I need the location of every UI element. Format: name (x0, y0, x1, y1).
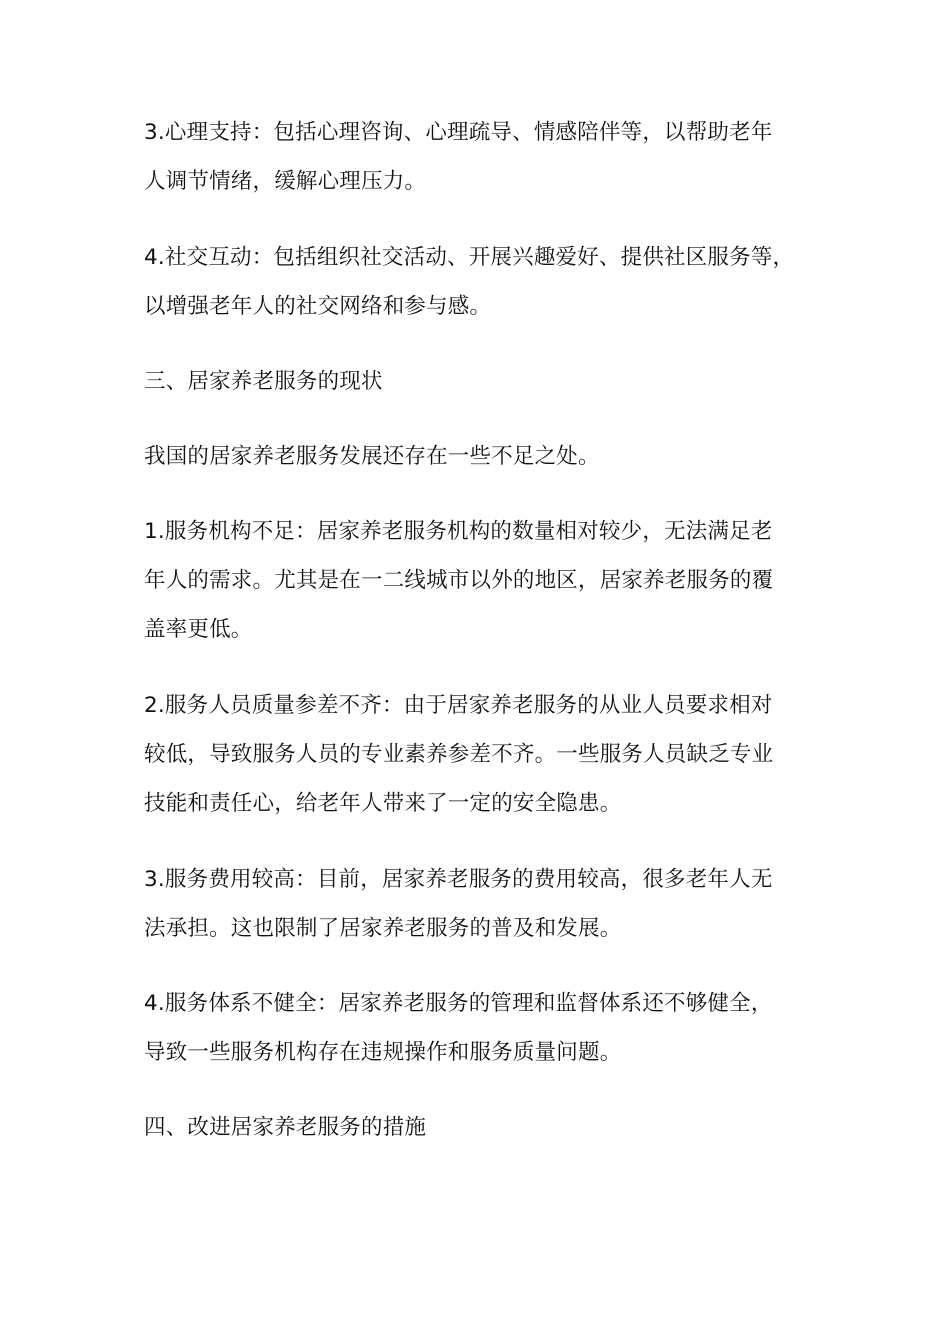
text-line: 技能和责任心，给老年人带来了一定的安全隐患。 (144, 791, 622, 816)
text-line: 3.服务费用较高：目前，居家养老服务的费用较高，很多老年人无 (144, 867, 773, 892)
paragraph-incomplete-system (144, 979, 844, 1077)
paragraph-status-intro (144, 432, 844, 481)
heading-text: 四、改进居家养老服务的措施 (144, 1115, 427, 1140)
text-line: 4.社交互动：包括组织社交活动、开展兴趣爱好、提供社区服务等， (144, 245, 795, 270)
paragraph-social-interaction (144, 233, 844, 331)
text-line: 法承担。这也限制了居家养老服务的普及和发展。 (144, 916, 622, 941)
text-line: 我国的居家养老服务发展还存在一些不足之处。 (144, 444, 600, 469)
text-line: 年人的需求。尤其是在一二线城市以外的地区，居家养老服务的覆 (144, 568, 774, 593)
text-line: 以增强老年人的社交网络和参与感。 (144, 294, 492, 319)
text-line: 导致一些服务机构存在违规操作和服务质量问题。 (144, 1040, 622, 1065)
text-line: 盖率更低。 (144, 617, 253, 642)
section-heading-improvement-measures (144, 1103, 844, 1152)
paragraph-high-cost (144, 855, 844, 953)
paragraph-psychological-support (144, 108, 844, 206)
section-heading-current-status (144, 357, 844, 406)
text-line: 1.服务机构不足：居家养老服务机构的数量相对较少，无法满足老 (144, 519, 773, 544)
text-line: 人调节情绪，缓解心理压力。 (144, 169, 427, 194)
heading-text: 三、居家养老服务的现状 (144, 369, 383, 394)
paragraph-staff-quality (144, 681, 844, 828)
text-line: 3.心理支持：包括心理咨询、心理疏导、情感陪伴等，以帮助老年 (144, 120, 773, 145)
text-line: 较低，导致服务人员的专业素养参差不齐。一些服务人员缺乏专业 (144, 742, 774, 767)
text-line: 4.服务体系不健全：居家养老服务的管理和监督体系还不够健全， (144, 991, 773, 1016)
text-line: 2.服务人员质量参差不齐：由于居家养老服务的从业人员要求相对 (144, 693, 773, 718)
paragraph-insufficient-institutions (144, 507, 844, 654)
